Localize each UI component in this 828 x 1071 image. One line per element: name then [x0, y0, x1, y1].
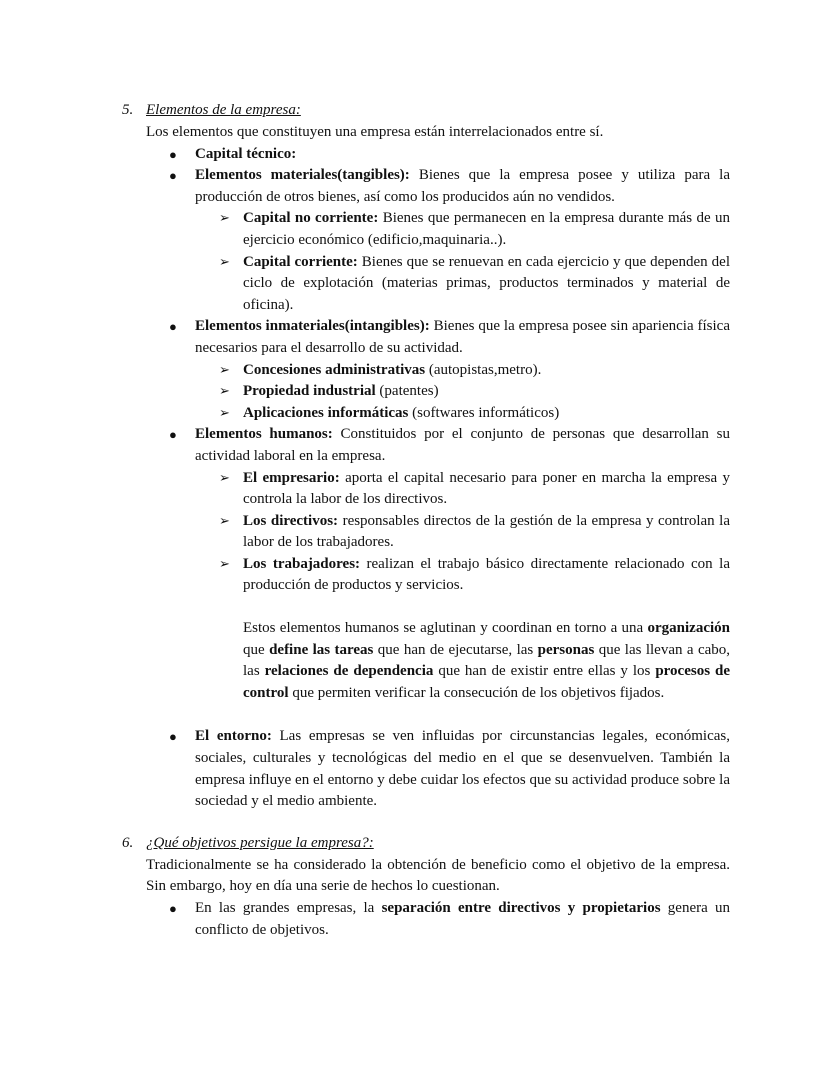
arrow-icon: ➢ — [219, 254, 230, 270]
bullet-elementos-humanos: ● Elementos humanos: Constituidos por el conjunto de personas que desarrollan su actividad laboral en la empresa. ➢ El empresario: aporta el capital necesario para poner en marcha la empresa y controla la labor de los directivos. ➢ Los directivos: responsables directos de la gestión de la empresa y controlan la labor de los trabajadores. ➢ Los trabajadores: realizan el trabajo básico directamente relacionado con la producción de productos y servicios. Estos elementos humanos se aglutinan y coordinan en torno a una organización que define las tareas que han de ejecutarse, las personas que las llevan a cabo, las relaciones de dependencia que han de existir entre ellas y los procesos de control que permiten verificar la consecución de los objetivos fijados. — [195, 424, 730, 726]
list-item: ➢ Capital corriente: Bienes que se renuevan en cada ejercicio y que dependen del ciclo de explotación (materias primas, productos terminados y material de oficina). — [219, 253, 730, 313]
list-item: ➢ Capital no corriente: Bienes que permanecen en la empresa durante más de un ejercicio económico (edificio,maquinaria..). — [219, 210, 730, 248]
section-5-intro: Los elementos que constituyen una empresa están interrelacionados entre sí. — [146, 124, 604, 140]
list-item: ➢ Los trabajadores: realizan el trabajo básico directamente relacionado con la producción de productos y servicios. — [219, 555, 730, 594]
section-5-number: 5. — [122, 102, 134, 118]
bullet-elementos-inmateriales: ● Elementos inmateriales(intangibles): Bienes que la empresa posee sin apariencia física necesarios para el desarrollo de su actividad. ➢ Concesiones administrativas (autopistas,metro). ➢ Propiedad industrial (patentes) ➢ Aplicaciones informáticas (softwares informáticos) — [195, 316, 730, 424]
bullet-icon: ● — [169, 901, 177, 916]
bullet-icon: ● — [169, 168, 177, 184]
section-6-title: ¿Qué objetivos persigue la empresa?: — [146, 834, 374, 851]
arrow-icon: ➢ — [219, 470, 230, 486]
list-item: ➢ El empresario: aporta el capital necesario para poner en marcha la empresa y controla la labor de los directivos. — [219, 469, 730, 508]
spacer — [0, 813, 828, 833]
list-item: ➢ Aplicaciones informáticas (softwares informáticos) — [243, 403, 730, 425]
arrow-icon: ➢ — [219, 362, 230, 378]
arrow-icon: ➢ — [219, 513, 230, 529]
bullet-icon: ● — [169, 319, 177, 335]
list-item: ➢ Propiedad industrial (patentes) — [243, 381, 730, 403]
arrow-icon: ➢ — [219, 556, 230, 572]
section-5-bullet-list — [0, 144, 828, 813]
humanos-paragraph: Estos elementos humanos se aglutinan y coordinan en torno a una organización que define las tareas que han de ejecutarse, las personas que las llevan a cabo, las relaciones de dependencia que han de existir entre ellas y los procesos de control que permiten verificar la consecución de los objetivos fijados. — [243, 620, 731, 701]
arrow-icon: ➢ — [219, 384, 230, 400]
bullet-el-entorno: ● El entorno: Las empresas se ven influidas por circunstancias legales, económicas, sociales, culturales y tecnológicas del medio en el que se desenvuelven. También la empresa influye en el entorno y debe cuidar los efectos que su actividad produce sobre la sociedad y el medio ambiente. — [169, 728, 730, 810]
bullet-elementos-materiales: ● Elementos materiales(tangibles): Bienes que la empresa posee y utiliza para la producción de otros bienes, así como los producidos aún no vendidos. ➢ Capital no corriente: Bienes que permanecen en la empresa durante más de un ejercicio económico (edificio,maquinaria..). ➢ Capital corriente: Bienes que se renuevan en cada ejercicio y que dependen del ciclo de explotación (materias primas, productos terminados y material de oficina). — [195, 165, 730, 316]
section-6-bullet-list — [0, 898, 828, 941]
section-6-intro: Tradicionalmente se ha considerado la obtención de beneficio como el objetivo de la empresa. Sin embargo, hoy en día una serie de hechos lo cuestionan. — [146, 856, 730, 895]
bullet-capital-tecnico: ● Capital técnico: — [195, 144, 730, 166]
list-item: ➢ Concesiones administrativas (autopistas,metro). — [243, 360, 730, 382]
arrow-icon: ➢ — [219, 405, 230, 421]
inmateriales-sublist — [195, 360, 730, 425]
list-item: ➢ Los directivos: responsables directos de la gestión de la empresa y controlan la labor de los trabajadores. — [219, 512, 730, 551]
bullet-icon: ● — [169, 427, 177, 443]
section-6-number: 6. — [122, 834, 134, 851]
materiales-sublist — [195, 208, 730, 316]
bullet-icon: ● — [169, 146, 177, 162]
bullet-icon: ● — [169, 729, 177, 745]
arrow-icon: ➢ — [219, 211, 230, 227]
document-page — [0, 100, 828, 941]
section-5-heading — [0, 100, 828, 122]
section-6-heading — [0, 833, 828, 855]
humanos-sublist — [195, 468, 730, 598]
bullet-grandes-empresas: ● En las grandes empresas, la separación entre directivos y propietarios genera un conflicto de objetivos. — [169, 900, 731, 938]
spacer — [195, 704, 730, 726]
section-5-title: Elementos de la empresa: — [146, 102, 301, 118]
